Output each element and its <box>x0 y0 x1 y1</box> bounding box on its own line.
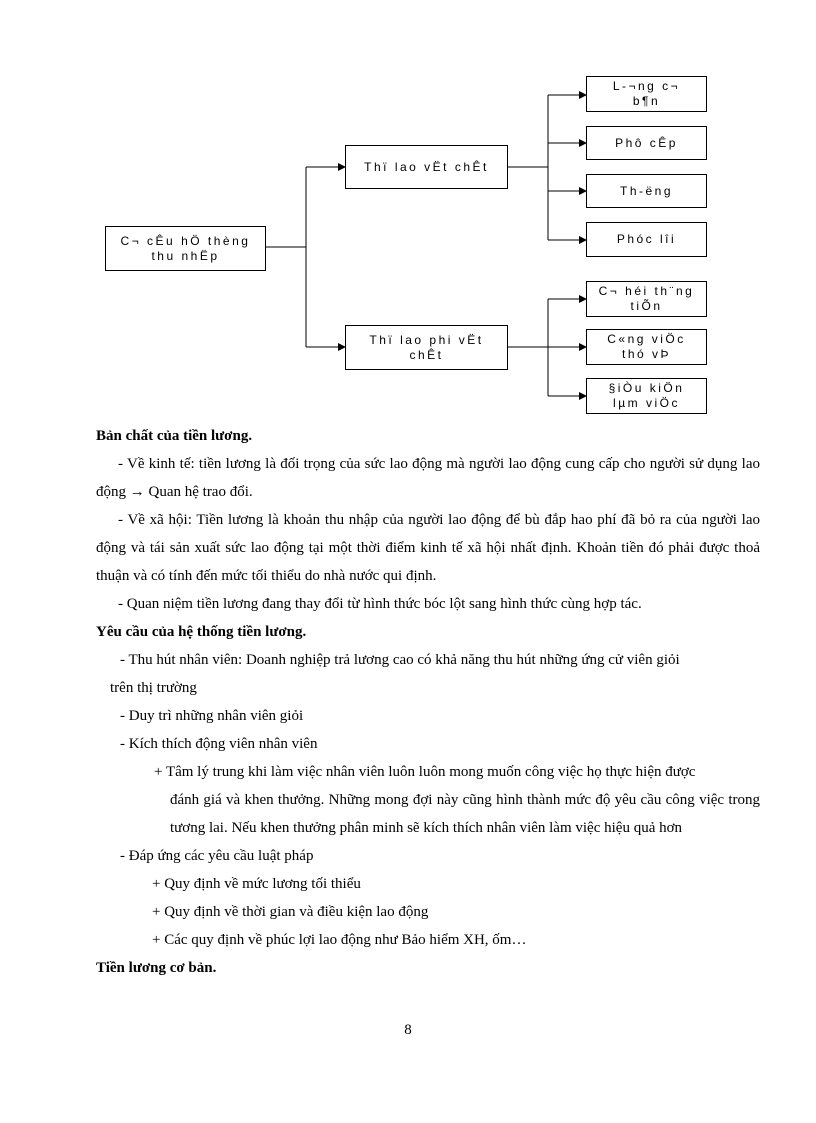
allowance-box <box>586 126 707 160</box>
heading-base-salary: Tiền lương cơ bản. <box>96 960 217 976</box>
root-line-2: thu nhËp <box>151 248 220 263</box>
bonus-label: Th-ëng <box>619 183 674 198</box>
nonmaterial-line-1: Thï lao phi vËt <box>369 332 484 347</box>
root-box <box>105 226 266 271</box>
work-conditions-line-1: §iÒu kiÖn <box>608 381 685 395</box>
bullet-legal: - Đáp ứng các yêu cầu luật pháp <box>120 848 314 864</box>
heading-nature-of-salary: Bản chất của tiền lương. <box>96 428 253 444</box>
work-conditions-box <box>586 378 707 414</box>
base-salary-line-1: L-¬ng c¬ <box>612 79 681 93</box>
base-salary-line-2: b¶n <box>632 94 661 108</box>
bullet-retain: - Duy trì những nhân viên giỏi <box>120 708 304 724</box>
sub-bullet-psychology-cont: đánh giá và khen thưởng. Những mong đợi này cũng hình thành mức độ yêu cầu công việc trong tương lai. Nếu khen thưởng phân minh sẽ kích thích nhân viên làm việc hiệu quả hơn <box>170 792 760 836</box>
welfare-box <box>586 222 707 257</box>
heading-salary-system-requirements: Yêu cầu của hệ thống tiền lương. <box>96 624 307 640</box>
promotion-line-2: tiÕn <box>630 299 663 313</box>
paragraph-economic: - Về kinh tế: tiền lương là đối trọng của sức lao động mà người lao động cung cấp cho người sử dụng lao động → Quan hệ trao đổi. <box>96 456 760 500</box>
bonus-box <box>586 174 707 208</box>
interesting-work-line-1: C«ng viÖc <box>607 332 686 346</box>
work-conditions-line-2: lµm viÖc <box>613 396 680 410</box>
body-text <box>96 422 760 982</box>
page-number: 8 <box>404 1022 412 1038</box>
promotion-line-1: C¬ héi th¨ng <box>598 284 695 298</box>
bullet-attract-line-1: - Thu hút nhân viên: Doanh nghiệp trả lương cao có khả năng thu hút những ứng cử viên giỏi <box>120 652 680 668</box>
promotion-box <box>586 281 707 317</box>
welfare-label: Phóc lîi <box>616 232 677 246</box>
sub-bullet-welfare: + Các quy định về phúc lợi lao động như Bảo hiểm XH, ốm… <box>152 932 527 948</box>
material-reward-label: Thï lao vËt chÊt <box>364 159 489 174</box>
base-salary-box <box>586 76 707 112</box>
bullet-attract-line-2: trên thị trường <box>110 680 197 696</box>
allowance-label: Phô cÊp <box>615 135 678 150</box>
root-line-1: C¬ cÊu hÖ thèng <box>120 233 251 248</box>
sub-bullet-min-wage: + Quy định về mức lương tối thiểu <box>152 876 361 892</box>
material-reward-box <box>345 145 508 189</box>
sub-bullet-psychology-line-1: + Tâm lý trung khi làm việc nhân viên luôn luôn mong muốn công việc họ thực hiện được <box>154 764 696 780</box>
interesting-work-box <box>586 329 707 365</box>
org-diagram <box>0 0 816 420</box>
paragraph-social: - Về xã hội: Tiền lương là khoản thu nhập của người lao động để bù đắp hao phí đã bỏ ra của người lao động và tái sản xuất sức lao động tại một thời điểm kinh tế xã hội nhất định. Khoản tiền đó phải được thoả thuận và có tính đến mức tối thiểu do nhà nước qui định. <box>96 512 760 584</box>
interesting-work-line-2: thó vÞ <box>621 347 672 361</box>
bullet-motivate: - Kích thích động viên nhân viên <box>120 736 318 752</box>
nonmaterial-line-2: chÊt <box>409 347 444 362</box>
paragraph-concept: - Quan niệm tiền lương đang thay đổi từ hình thức bóc lột sang hình thức cùng hợp tác. <box>118 596 642 612</box>
sub-bullet-working-time: + Quy định về thời gian và điều kiện lao động <box>152 904 429 920</box>
nonmaterial-reward-box <box>345 325 508 370</box>
